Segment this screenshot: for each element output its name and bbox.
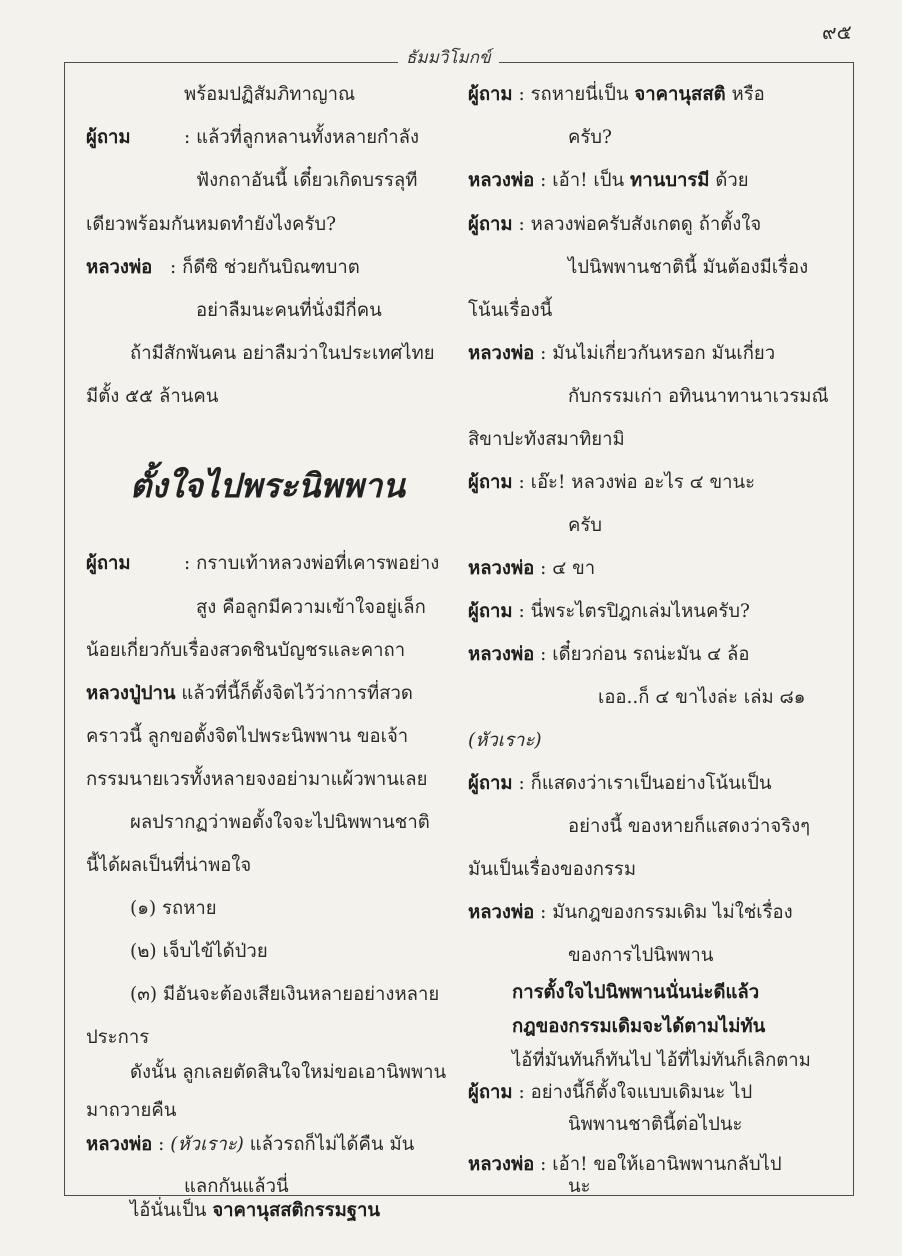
text-line	[468, 468, 755, 497]
text-span: : มันกฎของกรรมเดิม ไม่ใช่เรื่อง	[534, 902, 793, 923]
speaker-label: หลวงพ่อ	[468, 644, 535, 665]
text-line: ผลปรากฏว่าพอตั้งใจจะไปนิพพานชาติ	[130, 812, 430, 833]
text-line: : ก็ดีซิ ช่วยกันบิณฑบาต	[170, 257, 360, 278]
speaker-label: หลวงพ่อ	[468, 902, 535, 923]
speaker-label: หลวงพ่อ	[468, 170, 535, 191]
text-line: นี้ได้ผลเป็นที่น่าพอใจ	[86, 855, 252, 876]
text-span: : นี่พระไตรปิฎกเล่มไหนครับ?	[512, 601, 750, 622]
text-line: เออ..ก็ ๔ ขาไงล่ะ เล่ม ๘๑	[598, 687, 806, 708]
text-line	[468, 554, 595, 583]
text-line	[468, 80, 765, 109]
text-span: : เอ้า! เป็น	[534, 170, 630, 191]
text-span: : มันไม่เกี่ยวกันหรอก มันเกี่ยว	[534, 343, 776, 364]
speaker-label: ผู้ถาม	[468, 84, 513, 105]
section-heading: ตั้งใจไปพระนิพพาน	[130, 466, 405, 505]
text-line: ดังนั้น ลูกเลยตัดสินใจใหม่ขอเอานิพพาน	[130, 1062, 447, 1083]
text-span: : ก็แสดงว่าเราเป็นอย่างโน้นเป็น	[512, 773, 772, 794]
list-item: (๒) เจ็บไข้ได้ป่วย	[130, 941, 268, 962]
text-line: มีตั้ง ๕๕ ล้านคน	[86, 386, 219, 407]
speaker-label: หลวงพ่อ	[468, 1154, 535, 1175]
text-line	[468, 166, 749, 195]
text-span: : ๔ ขา	[534, 558, 596, 579]
laugh-note: (หัวเราะ)	[170, 1134, 244, 1155]
speaker-label: หลวงพ่อ	[468, 343, 535, 364]
speaker-label: ผู้ถาม	[86, 553, 131, 574]
text-line: กับกรรมเก่า อทินนาทานาเวรมณี	[568, 386, 829, 407]
text-line	[468, 210, 761, 239]
term-bold: จาคานุสสติกรรมฐาน	[212, 1200, 381, 1221]
text-span: แลกกันแล้วนี่	[184, 1176, 289, 1197]
term-bold: ทานบารมี	[630, 170, 710, 191]
text-line: สูง คือลูกมีความเข้าใจอยู่เล็ก	[196, 597, 426, 618]
text-line: อย่าลืมนะคนที่นั่งมีกี่คน	[196, 300, 382, 321]
list-item: (๑) รถหาย	[130, 898, 217, 919]
text-line: ฟังกถาอันนี้ เดี๋ยวเกิดบรรลุที	[196, 170, 418, 191]
text-span: หรือ	[725, 84, 765, 105]
text-line: อย่างนี้ ของหายก็แสดงว่าจริงๆ	[568, 816, 811, 837]
text-span: แล้วรถก็ไม่ได้คืน มัน	[243, 1134, 415, 1155]
text-span: ไอ้นั่นเป็น	[130, 1200, 213, 1221]
text-line	[468, 1078, 752, 1107]
text-line: พร้อมปฏิสัมภิทาญาณ	[184, 84, 356, 105]
speaker-label: ผู้ถาม	[468, 472, 513, 493]
text-line: มาถวายคืน	[86, 1100, 177, 1121]
text-line: คราวนี้ ลูกขอตั้งจิตไปพระนิพพาน ขอเจ้า	[86, 726, 409, 747]
speaker-label: ผู้ถาม	[86, 127, 131, 148]
text-line	[468, 1150, 782, 1179]
text-line: ไปนิพพานชาตินี้ มันต้องมีเรื่อง	[568, 257, 809, 278]
laugh-note: (หัวเราะ)	[468, 730, 542, 751]
text-line	[468, 769, 772, 798]
emphasis-line: กฎของกรรมเดิมจะได้ตามไม่ทัน	[512, 1016, 766, 1037]
text-line: ครับ	[568, 515, 603, 536]
text-line: สิขาปะทังสมาทิยามิ	[468, 429, 625, 450]
text-line: : กราบเท้าหลวงพ่อที่เคารพอย่าง	[184, 553, 440, 574]
text-span: ด้วย	[709, 170, 749, 191]
page-number: ๙๕	[822, 20, 852, 44]
text-span: : เอ๊ะ! หลวงพ่อ อะไร ๔ ขานะ	[512, 472, 756, 493]
text-line: มันเป็นเรื่องของกรรม	[468, 859, 637, 880]
text-line: ไอ้ที่มันทันก็ทันไป ไอ้ที่ไม่ทันก็เลิกตาม	[512, 1050, 811, 1071]
list-item: (๓) มีอันจะต้องเสียเงินหลายอย่างหลาย	[130, 984, 440, 1005]
text-span: : หลวงพ่อครับสังเกตดู ถ้าตั้งใจ	[512, 214, 762, 235]
text-line	[86, 679, 413, 708]
text-span: : เอ้า! ขอให้เอานิพพานกลับไป	[534, 1154, 782, 1175]
speaker-label: ผู้ถาม	[468, 773, 513, 794]
speaker-label: ผู้ถาม	[468, 214, 513, 235]
text-line: เดียวพร้อมกันหมดทำยังไงครับ?	[86, 214, 337, 235]
text-span: : รถหายนี่เป็น	[512, 84, 635, 105]
speaker-label: ผู้ถาม	[468, 601, 513, 622]
text-line	[468, 640, 749, 669]
text-span: :	[152, 1134, 171, 1155]
text-line	[468, 898, 793, 927]
text-line: น้อยเกี่ยวกับเรื่องสวดชินบัญชรและคาถา	[86, 640, 406, 661]
text-line	[468, 597, 750, 626]
text-line: ของการไปนิพพาน	[568, 945, 714, 966]
text-line	[568, 1172, 591, 1201]
text-span: : เดี๋ยวก่อน รถน่ะมัน ๔ ล้อ	[534, 644, 750, 665]
emphasis-line: การตั้งใจไปนิพพานนั่นน่ะดีแล้ว	[512, 982, 760, 1003]
speaker-label: ผู้ถาม	[468, 1082, 513, 1103]
text-line	[86, 1130, 414, 1159]
running-header: ธัมมวิโมกข์	[398, 44, 499, 71]
text-line: : แล้วที่ลูกหลานทั้งหลายกำลัง	[184, 127, 420, 148]
term-bold: จาคานุสสติ	[634, 84, 726, 105]
name-bold: หลวงปู่ปาน	[86, 683, 176, 704]
text-line: ถ้ามีสักพันคน อย่าลืมว่าในประเทศไทย	[130, 343, 435, 364]
text-line	[130, 1196, 380, 1225]
text-line: ประการ	[86, 1027, 150, 1048]
text-line: โน้นเรื่องนี้	[468, 300, 553, 321]
speaker-label: หลวงพ่อ	[86, 1134, 153, 1155]
speaker-label: หลวงพ่อ	[468, 558, 535, 579]
text-line: ครับ?	[568, 127, 612, 148]
text-span: แล้วที่นี้ก็ตั้งจิตไว้ว่าการที่สวด	[175, 683, 413, 704]
text-span: นะ	[568, 1176, 591, 1197]
text-line: นิพพานชาตินี้ต่อไปนะ	[568, 1114, 743, 1135]
text-line: กรรมนายเวรทั้งหลายจงอย่ามาแผ้วพานเลย	[86, 769, 428, 790]
speaker-label: หลวงพ่อ	[86, 257, 153, 278]
text-line	[468, 339, 775, 368]
text-span: : อย่างนี้ก็ตั้งใจแบบเดิมนะ ไป	[512, 1082, 753, 1103]
